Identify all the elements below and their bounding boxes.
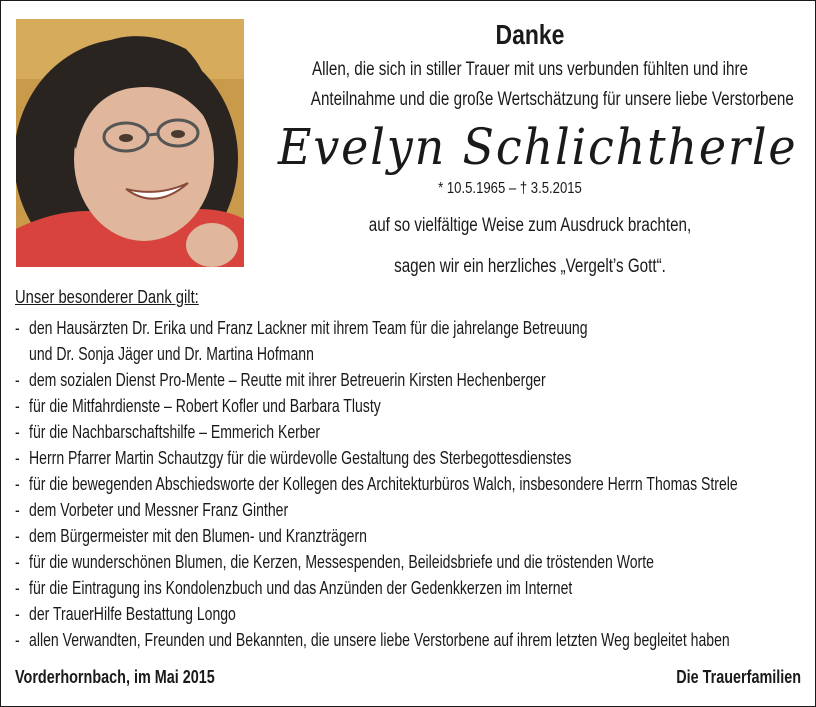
list-item-text: dem Bürgermeister mit den Blumen- und Kranzträgern <box>29 526 367 546</box>
deceased-name: Evelyn Schlichtherle <box>277 118 798 176</box>
list-item-text: dem Vorbeter und Messner Franz Ginther <box>29 500 289 520</box>
list-item <box>15 549 738 575</box>
list-item-text: der TrauerHilfe Bestattung Longo <box>29 604 236 624</box>
header <box>256 15 804 281</box>
bullet-dash: - <box>15 318 20 338</box>
page-title: Danke <box>495 19 565 50</box>
list-item <box>15 315 738 341</box>
bullet-dash: - <box>15 370 20 390</box>
bullet-dash: - <box>15 630 20 650</box>
list-item-text: für die Eintragung ins Kondolenzbuch und das Anzünden der Gedenkkerzen im Internet <box>29 578 573 598</box>
list-item-text: für die wunderschönen Blumen, die Kerzen, Messespenden, Beileidsbriefe und die tröstenden Worte <box>29 552 654 572</box>
list-item-text: allen Verwandten, Freunden und Bekannten, die unsere liebe Verstorbene auf ihrem letzten Weg begleitet haben <box>29 630 730 650</box>
portrait-photo <box>16 19 244 267</box>
list-item-text: den Hausärzten Dr. Erika und Franz Lackner mit ihrem Team für die jahrelange Betreuung <box>29 318 588 338</box>
bullet-dash: - <box>15 448 20 468</box>
list-item <box>15 523 738 549</box>
list-item <box>15 497 738 523</box>
list-item-text: und Dr. Sonja Jäger und Dr. Martina Hofmann <box>29 344 314 364</box>
list-item <box>15 367 738 393</box>
list-item-text: dem sozialen Dienst Pro-Mente – Reutte mit ihrer Betreuerin Kirsten Hechenberger <box>29 370 546 390</box>
list-item <box>15 575 738 601</box>
list-item <box>15 627 738 653</box>
list-item-text: Herrn Pfarrer Martin Schautzgy für die würdevolle Gestaltung des Sterbegottesdienstes <box>29 448 572 468</box>
list-item <box>15 445 738 471</box>
list-item <box>15 419 738 445</box>
life-dates: * 10.5.1965 – † 3.5.2015 <box>438 180 582 197</box>
place-date: Vorderhornbach, im Mai 2015 <box>15 667 215 687</box>
thanks-heading: Unser besonderer Dank gilt: <box>15 287 199 307</box>
list-item <box>15 601 738 627</box>
portrait-illustration <box>16 19 244 267</box>
intro-line-2: Anteilnahme und die große Wertschätzung für unsere liebe Verstorbene <box>310 89 794 110</box>
bullet-dash: - <box>15 526 20 546</box>
bullet-dash: - <box>15 604 20 624</box>
signature: Die Trauerfamilien <box>676 667 801 687</box>
bullet-dash: - <box>15 396 20 416</box>
list-item-text: für die Nachbarschaftshilfe – Emmerich Kerber <box>29 422 321 442</box>
list-item-text: für die Mitfahrdienste – Robert Kofler und Barbara Tlusty <box>29 396 381 416</box>
bullet-dash: - <box>15 578 20 598</box>
list-item <box>15 341 738 367</box>
closing-line-2: sagen wir ein herzliches „Vergelt’s Gott“. <box>394 256 666 277</box>
thanks-list <box>15 315 816 653</box>
bullet-dash: - <box>15 474 20 494</box>
list-item <box>15 393 738 419</box>
list-item <box>15 471 738 497</box>
bullet-dash: - <box>15 422 20 442</box>
bullet-dash: - <box>15 552 20 572</box>
intro-line-1: Allen, die sich in stiller Trauer mit uns verbunden fühlten und ihre <box>312 59 748 80</box>
closing-line-1: auf so vielfältige Weise zum Ausdruck brachten, <box>368 215 692 236</box>
list-item-text: für die bewegenden Abschiedsworte der Kollegen des Architekturbüros Walch, insbesondere Herrn Thomas Strele <box>29 474 738 494</box>
bullet-dash: - <box>15 500 20 520</box>
